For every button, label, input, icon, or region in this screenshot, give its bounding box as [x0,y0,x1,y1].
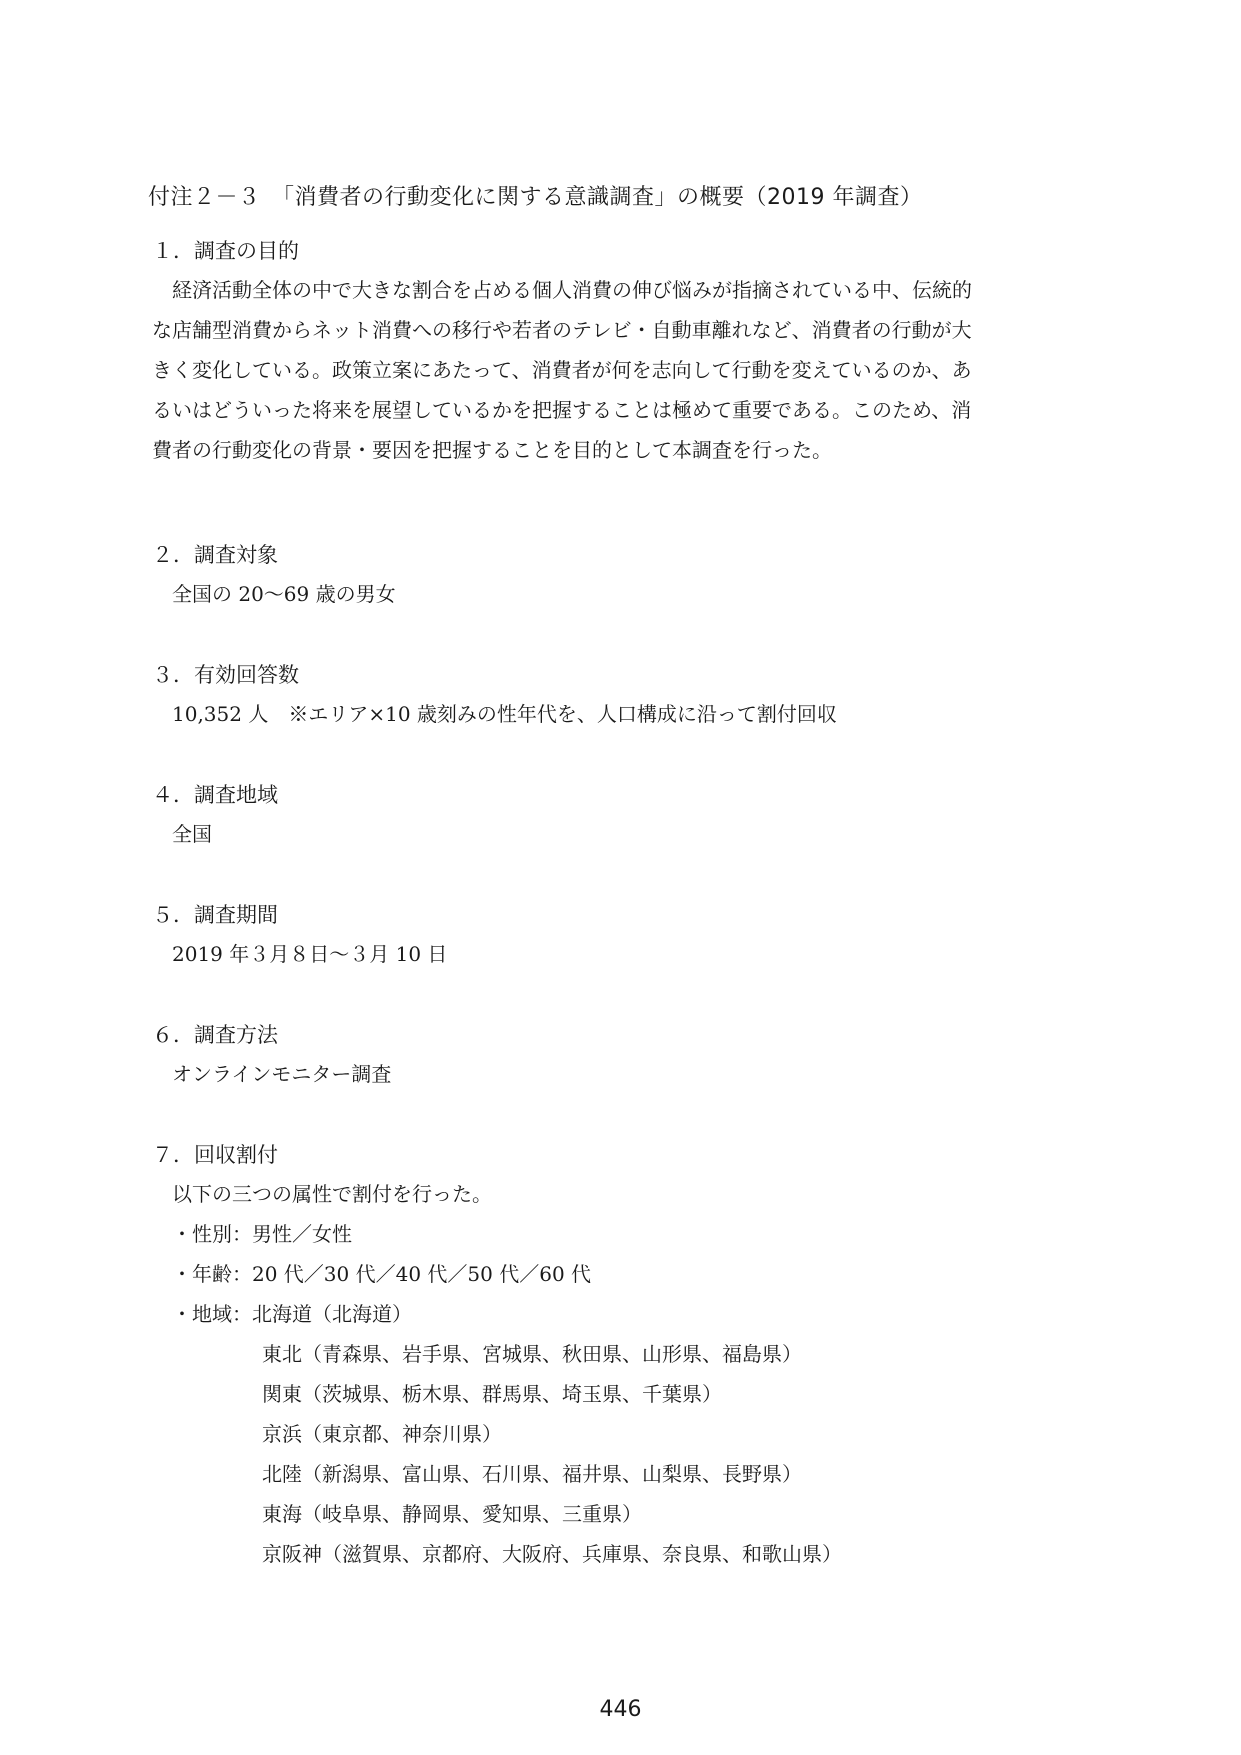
region-item: 東北（青森県、岩手県、宮城県、秋田県、山形県、福島県） [262,1342,802,1366]
section-body: 全国 [172,822,212,846]
section-heading: １．調査の目的 [152,239,299,263]
region-item: 関東（茨城県、栃木県、群馬県、埼玉県、千葉県） [262,1382,722,1406]
region-item: 京浜（東京都、神奈川県） [262,1422,502,1446]
paragraph-line: な店舗型消費からネット消費への移行や若者のテレビ・自動車離れなど、消費者の行動が大 [152,318,972,342]
section-heading: ７．回収割付 [152,1143,278,1167]
page-number: 446 [599,1697,642,1722]
section-target [152,536,1092,614]
paragraph-line: きく変化している。政策立案にあたって、消費者が何を志向して行動を変えているのか、あ [152,358,972,382]
section-period [152,896,1092,974]
attribute-region: ・地域：北海道（北海道） [172,1302,412,1326]
region-item: 京阪神（滋賀県、京都府、大阪府、兵庫県、奈良県、和歌山県） [262,1542,842,1566]
region-item: 東海（岐阜県、静岡県、愛知県、三重県） [262,1502,642,1526]
attribute-age: ・年齢：20 代／30 代／40 代／50 代／60 代 [172,1262,592,1286]
section-body: オンラインモニター調査 [172,1062,392,1086]
section-heading: ４．調査地域 [152,783,278,807]
section-responses [152,656,1092,734]
purpose-paragraph [152,270,1092,470]
section-heading: ３．有効回答数 [152,663,299,687]
document-title: 付注２－３ 「消費者の行動変化に関する意識調査」の概要（2019 年調査） [148,185,923,210]
paragraph-line: 経済活動全体の中で大きな割合を占める個人消費の伸び悩みが指摘されている中、伝統的 [172,278,972,302]
section-body: 2019 年３月８日～３月 10 日 [172,942,448,966]
paragraph-line: るいはどういった将来を展望しているかを把握することは極めて重要である。このため、消 [152,398,972,422]
region-item: 北陸（新潟県、富山県、石川県、福井県、山梨県、長野県） [262,1462,802,1486]
section-heading: ５．調査期間 [152,903,278,927]
section-heading: ６．調査方法 [152,1023,278,1047]
section-body: 全国の 20～69 歳の男女 [172,582,396,606]
section-purpose [152,232,1092,470]
attribute-gender: ・性別：男性／女性 [172,1222,352,1246]
section-body: 10,352 人 ※エリア×10 歳刻みの性年代を、人口構成に沿って割付回収 [172,702,837,726]
section-heading: ２．調査対象 [152,543,278,567]
allocation-intro: 以下の三つの属性で割付を行った。 [172,1182,492,1206]
paragraph-line: 費者の行動変化の背景・要因を把握することを目的として本調査を行った。 [152,438,832,462]
section-area [152,776,1092,854]
section-allocation [152,1136,1092,1574]
section-method [152,1016,1092,1094]
